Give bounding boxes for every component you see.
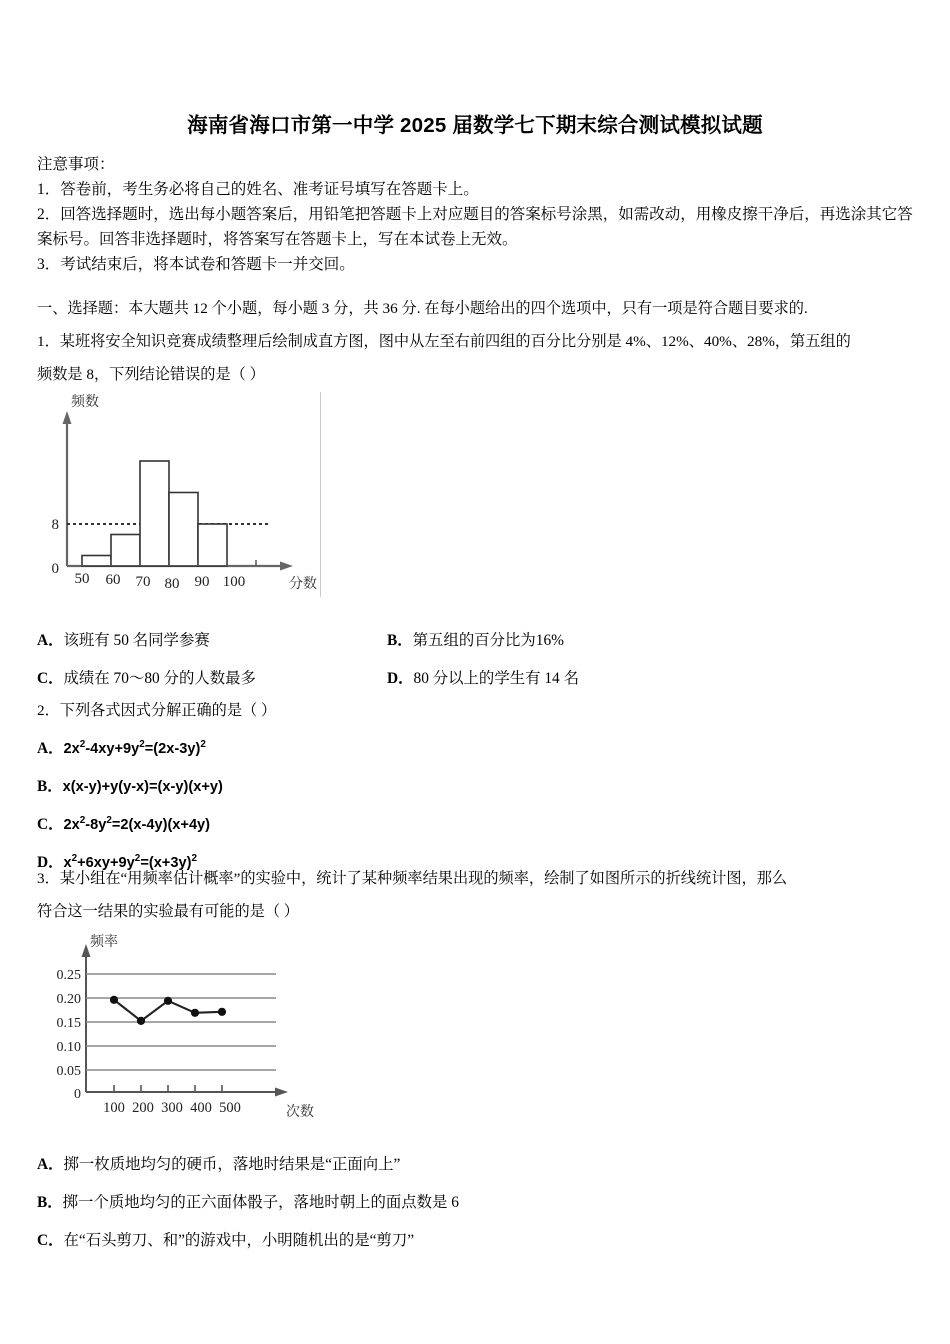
histogram-ylabel: 频数 [71, 393, 99, 409]
question-2-stem-line-1 [37, 694, 922, 727]
histogram-bar-70-80 [140, 461, 169, 566]
histogram-yticklabel-0: 0 [51, 561, 59, 577]
section-header-choice: 一、选择题：本大题共 12 个小题，每小题 3 分，共 36 分. 在每小题给出的四个选项中，只有一项是符合题目要求的. [37, 300, 808, 317]
option-C-label: C． [37, 670, 64, 687]
option-A-label: A． [37, 740, 64, 757]
histogram-bar-80-90 [169, 493, 198, 567]
option-C-label: C． [37, 816, 64, 833]
option-D-label: D． [387, 670, 414, 687]
notice-item-1: 1．答卷前，考生务必将自己的姓名、准考证号填写在答题卡上。 [37, 181, 479, 198]
question-2-text-1: 下列各式因式分解正确的是（ ） [59, 702, 277, 719]
figure-border-artifact [320, 392, 321, 597]
question-1-option-D[interactable] [387, 660, 579, 698]
histogram-xticklabel-4: 90 [194, 574, 210, 590]
linechart-point-300 [164, 997, 172, 1005]
option-B-label: B． [387, 632, 413, 649]
page-title: 海南省海口市第一中学 2025 届数学七下期末综合测试模拟试题 [187, 114, 763, 137]
linechart-xticklabel-500: 500 [219, 1100, 241, 1116]
question-2-option-C[interactable] [37, 806, 922, 844]
option-A-text: 掷一枚质地均匀的硬币，落地时结果是“正面向上” [63, 1156, 401, 1173]
linechart-yticklabel-010: 0.10 [56, 1040, 81, 1055]
question-1-stem-line-1 [37, 325, 922, 358]
option-C-label: C． [37, 1232, 64, 1249]
histogram-xticklabel-3: 80 [164, 576, 180, 592]
linechart-xticklabel-200: 200 [132, 1100, 154, 1116]
histogram-x-axis-arrow [280, 562, 293, 571]
linechart-yticklabel-015: 0.15 [56, 1016, 81, 1031]
histogram-y-axis-arrow [63, 411, 72, 424]
question-1-option-A[interactable] [37, 622, 387, 660]
notice-item-3: 3．考试结束后，将本试卷和答题卡一并交回。 [37, 256, 355, 273]
question-3-option-C[interactable] [37, 1222, 922, 1260]
question-3-option-B[interactable] [37, 1184, 922, 1222]
linechart-xticklabel-300: 300 [161, 1100, 183, 1116]
notice-block [37, 152, 917, 277]
question-3-text-1: 某小组在“用频率估计概率”的实验中，统计了某种频率结果出现的频率，绘制了如图所示的折线统计图，那么 [59, 870, 788, 887]
option-D-label: D． [37, 854, 64, 871]
question-2-option-B[interactable] [37, 768, 922, 806]
question-2 [37, 694, 922, 727]
question-3-option-A[interactable] [37, 1146, 922, 1184]
question-1-text-1: 某班将安全知识竞赛成绩整理后绘制成直方图，图中从左至右前四组的百分比分别是 4%、12%、40%、28%，第五组的 [59, 333, 851, 350]
notice-item-2: 2．回答选择题时，选出每小题答案后，用铅笔把答题卡上对应题目的答案标号涂黑，如需改动，用橡皮擦干净后，再选涂其它答案标号。回答非选择题时，将答案写在答题卡上，写在本试卷上无效。 [37, 206, 913, 248]
question-2-number: 2． [37, 702, 60, 719]
question-3-stem-line-1 [37, 862, 922, 895]
notice-heading: 注意事项： [37, 156, 115, 173]
histogram-bar-60-70 [111, 535, 140, 567]
option-A-expression: $2x^2-4xy+9y^2=(2x-3y)^2$ [63, 739, 206, 757]
linechart-ylabel: 频率 [90, 933, 118, 949]
question-3 [37, 862, 922, 928]
histogram-bar-50-60 [82, 556, 111, 567]
histogram-xlabel: 分数 [289, 575, 317, 591]
question-1-option-row-2 [37, 660, 922, 698]
option-A-label: A． [37, 632, 64, 649]
question-1-option-B[interactable] [387, 622, 564, 660]
linechart-yticklabel-005: 0.05 [56, 1064, 81, 1079]
linechart-xticklabel-100: 100 [103, 1100, 125, 1116]
question-3-number: 3． [37, 870, 60, 887]
option-D-text: 80 分以上的学生有 14 名 [413, 670, 579, 687]
histogram-bar-90-100 [198, 524, 227, 566]
frequency-line-chart-figure [48, 932, 348, 1132]
histogram-xticklabel-2: 70 [135, 574, 151, 590]
linechart-point-400 [191, 1009, 199, 1017]
option-A-label: A． [37, 1156, 64, 1173]
option-A-text: 该班有 50 名同学参赛 [63, 632, 210, 649]
option-D-expression: $x^2+6xy+9y^2=(x+3y)^2$ [63, 853, 197, 871]
question-2-option-A[interactable] [37, 730, 922, 768]
linechart-point-200 [137, 1017, 145, 1025]
option-B-text: 第五组的百分比为16% [412, 632, 564, 649]
option-B-expression: x(x-y)+y(y-x)=(x-y)(x+y) [62, 779, 223, 795]
option-B-label: B． [37, 778, 63, 795]
option-B-label: B． [37, 1194, 63, 1211]
histogram-scores-svg [37, 392, 327, 597]
option-C-expression: $2x^2-8y^2=2(x-4y)(x+4y)$ [63, 815, 211, 833]
option-C-text: 成绩在 70～80 分的人数最多 [63, 670, 256, 687]
linechart-yticklabel-020: 0.20 [56, 992, 81, 1007]
linechart-point-100 [110, 996, 118, 1004]
question-1-option-C[interactable] [37, 660, 387, 698]
histogram-yticklabel-8: 8 [51, 517, 59, 533]
frequency-line-chart-svg [48, 932, 348, 1132]
histogram-xticklabel-5: 100 [222, 574, 246, 590]
question-1-stem-line-2: 频数是 8，下列结论错误的是（ ） [37, 366, 265, 383]
histogram-scores-figure [37, 392, 327, 597]
linechart-xticklabel-400: 400 [190, 1100, 212, 1116]
linechart-xlabel: 次数 [286, 1103, 314, 1119]
question-1-options [37, 622, 922, 698]
histogram-xticklabel-0: 50 [74, 571, 90, 587]
question-1-option-row-1 [37, 622, 922, 660]
linechart-point-500 [218, 1008, 226, 1016]
linechart-yticklabel-025: 0.25 [56, 968, 81, 983]
question-1 [37, 325, 922, 391]
linechart-yticklabel-0: 0 [74, 1087, 81, 1102]
option-C-text: 在“石头剪刀、和”的游戏中，小明随机出的是“剪刀” [63, 1232, 415, 1249]
question-1-number: 1． [37, 333, 60, 350]
option-B-text: 掷一个质地均匀的正六面体骰子，落地时朝上的面点数是 6 [62, 1194, 459, 1211]
histogram-xticklabel-1: 60 [105, 572, 121, 588]
question-2-options [37, 730, 922, 882]
linechart-x-axis-arrow [275, 1088, 288, 1097]
question-3-stem-line-2: 符合这一结果的实验最有可能的是（ ） [37, 903, 299, 920]
question-3-options [37, 1146, 922, 1260]
